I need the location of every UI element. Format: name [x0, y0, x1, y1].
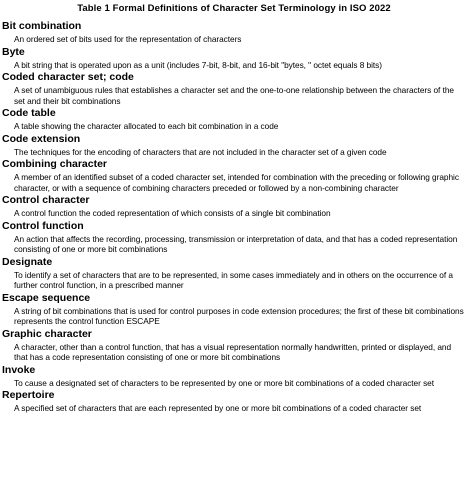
definition-entry-code-extension — [2, 134, 466, 158]
definition-text: A member of an identified subset of a coded character set, intended for combination with the preceding or following graphic character, or with a sequence of combining characters preceded or followed by a non-combining character — [14, 172, 459, 193]
definition-text: A table showing the character allocated to each bit combination in a code — [14, 121, 279, 131]
definition-entry-escape-sequence — [2, 293, 466, 327]
table-title: Table 1 Formal Definitions of Character Set Terminology in ISO 2022 — [77, 3, 391, 14]
definition-entry-code-table — [2, 108, 466, 132]
definition-entry-coded-character-set — [2, 72, 466, 106]
definition-entry-byte — [2, 47, 466, 71]
definition-entry-graphic-character — [2, 329, 466, 363]
definition-text: A character, other than a control function, that has a visual representation normally handwritten, printed or displayed, and that has a code representation consisting of one or more bit combinations — [14, 341, 452, 362]
definition-entry-designate — [2, 257, 466, 291]
definition-text: A specified set of characters that are each represented by one or more bit combinations of a coded character set — [14, 403, 422, 413]
term-label: Repertoire — [2, 389, 55, 401]
definition-entry-repertoire — [2, 390, 466, 414]
definition-text: A control function the coded representation of which consists of a single bit combination — [14, 208, 331, 218]
term-label: Graphic character — [2, 327, 92, 340]
definition-entry-invoke — [2, 365, 466, 389]
term-label: Combining character — [2, 158, 108, 170]
definition-list — [2, 21, 466, 414]
definition-entry-control-function — [2, 221, 466, 255]
definition-text: A set of unambiguous rules that establishes a character set and the one-to-one relationship between the characters of the set and their bit combinations — [14, 85, 454, 106]
definition-text: A bit string that is operated upon as a unit (includes 7-bit, 8-bit, and 16-bit "bytes, " octet equals 8 bits) — [14, 59, 382, 70]
definition-text: A string of bit combinations that is used for control purposes in code extension procedures; the first of these bit combinations represents the control function ESCAPE — [14, 305, 464, 326]
definition-entry-bit-combination — [2, 21, 466, 45]
term-label: Coded character set; code — [2, 71, 134, 83]
term-label: Control character — [2, 194, 90, 206]
definition-text: To identify a set of characters that are to be represented, in some cases immediately and in others on the occurrence of a further control function, in a prescribed manner — [14, 269, 453, 290]
definition-entry-control-character — [2, 195, 466, 219]
term-label: Bit combination — [2, 20, 82, 32]
term-label: Code extension — [2, 132, 81, 145]
definition-text: To cause a designated set of characters to be represented by one or more bit combinations of a coded character set — [14, 377, 434, 388]
term-label: Code table — [2, 107, 56, 119]
term-label: Byte — [2, 45, 25, 58]
term-label: Escape sequence — [2, 291, 91, 304]
term-label: Control function — [2, 219, 84, 232]
term-label: Invoke — [2, 363, 36, 376]
definition-entry-combining-character — [2, 159, 466, 193]
definition-text: An ordered set of bits used for the representation of characters — [14, 34, 242, 44]
term-label: Designate — [2, 255, 53, 268]
definition-text: The techniques for the encoding of characters that are not included in the character set of a given code — [14, 146, 387, 157]
definition-text: An action that affects the recording, processing, transmission or interpretation of data, and that has a coded representation consisting of one or more bit combinations — [14, 233, 458, 254]
